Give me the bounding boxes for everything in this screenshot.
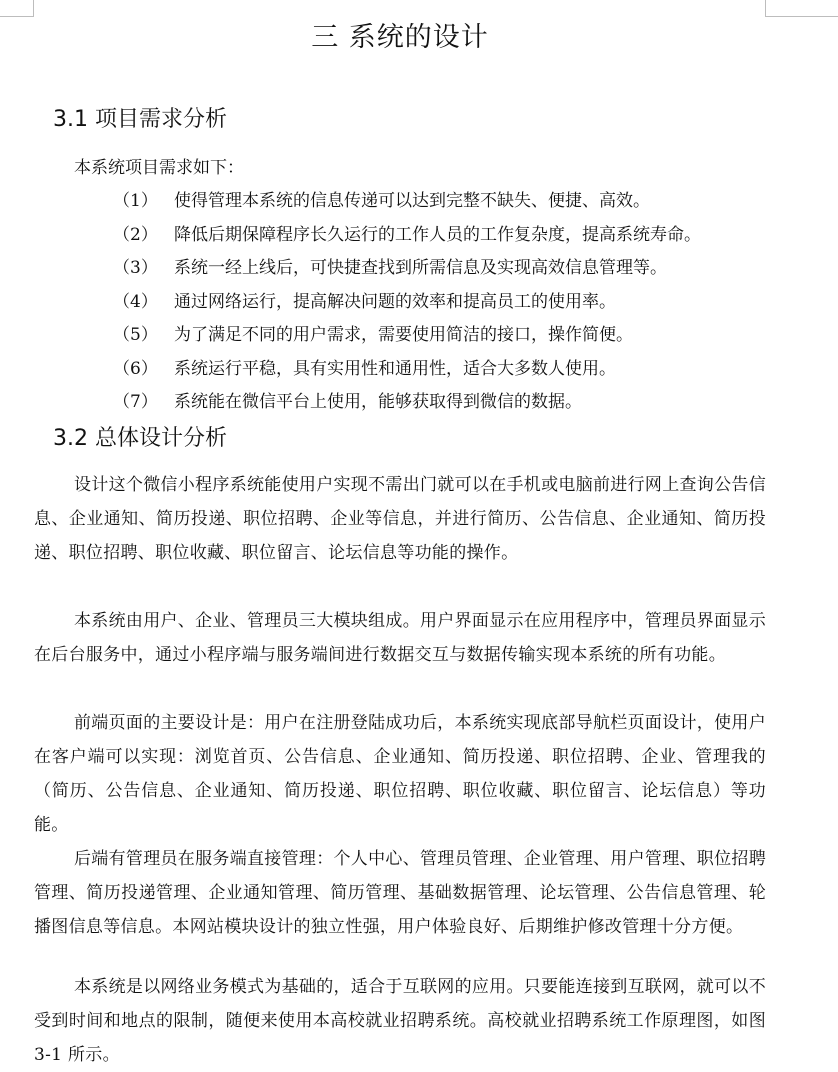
paragraph-frontend: 前端页面的主要设计是：用户在注册登陆成功后，本系统实现底部导航栏页面设计，使用户在客户端可以实现：浏览首页、公告信息、企业通知、简历投递、职位招聘、企业、管理我的（简历、公告信息、企业通知、简历投递、职位招聘、职位收藏、职位留言、论坛信息）等功能。 <box>34 713 766 835</box>
chapter-title: 三 系统的设计 <box>311 22 489 53</box>
list-item-number: （5） <box>113 325 158 345</box>
list-item-text: 通过网络运行，提高解决问题的效率和提高员工的使用率。 <box>174 291 616 312</box>
paragraph-backend: 后端有管理员在服务端直接管理：个人中心、管理员管理、企业管理、用户管理、职位招聘管理、简历投递管理、企业通知管理、简历管理、基础数据管理、论坛管理、公告信息管理、轮播图信息等信息。本网站模块设计的独立性强，用户体验良好、后期维护修改管理十分方便。 <box>34 849 766 937</box>
list-item-number: （1） <box>113 191 158 211</box>
list-item <box>0 319 838 353</box>
list-item-number: （4） <box>113 291 158 312</box>
page-corner-mark-left <box>0 0 34 17</box>
section-heading-overall-design: 3.2 总体设计分析 <box>53 426 227 451</box>
list-item-text: 为了满足不同的用户需求，需要使用简洁的接口，操作简便。 <box>174 325 633 345</box>
list-item-number: （7） <box>113 392 158 412</box>
section-heading-requirements: 3.1 项目需求分析 <box>53 107 227 132</box>
list-item-text: 系统一经上线后，可快捷查找到所需信息及实现高效信息管理等。 <box>174 258 667 278</box>
page-corner-mark-right <box>765 0 838 17</box>
requirements-intro: 本系统项目需求如下： <box>74 158 244 178</box>
list-item-number: （2） <box>113 224 158 245</box>
list-item-number: （3） <box>113 258 158 278</box>
list-item-text: 使得管理本系统的信息传递可以达到完整不缺失、便捷、高效。 <box>174 191 650 211</box>
list-item <box>0 252 838 286</box>
requirements-list <box>0 185 838 420</box>
paragraph-network-model: 本系统是以网络业务模式为基础的，适合于互联网的应用。只要能连接到互联网，就可以不受到时间和地点的限制，随便来使用本高校就业招聘系统。高校就业招聘系统工作原理图，如图 3-1 所示。 <box>34 977 766 1065</box>
list-item <box>0 286 838 320</box>
list-item <box>0 353 838 387</box>
list-item-text: 系统运行平稳，具有实用性和通用性，适合大多数人使用。 <box>174 358 616 379</box>
list-item <box>0 185 838 219</box>
list-item-number: （6） <box>113 358 158 379</box>
paragraph-design-purpose: 设计这个微信小程序系统能使用户实现不需出门就可以在手机或电脑前进行网上查询公告信息、企业通知、简历投递、职位招聘、企业等信息，并进行简历、公告信息、企业通知、简历投递、职位招聘、职位收藏、职位留言、论坛信息等功能的操作。 <box>34 475 766 563</box>
list-item <box>0 386 838 420</box>
list-item-text: 系统能在微信平台上使用，能够获取得到微信的数据。 <box>174 392 582 412</box>
list-item-text: 降低后期保障程序长久运行的工作人员的工作复杂度，提高系统寿命。 <box>174 224 701 245</box>
paragraph-modules: 本系统由用户、企业、管理员三大模块组成。用户界面显示在应用程序中，管理员界面显示在后台服务中，通过小程序端与服务端间进行数据交互与数据传输实现本系统的所有功能。 <box>34 611 766 665</box>
list-item <box>0 219 838 253</box>
